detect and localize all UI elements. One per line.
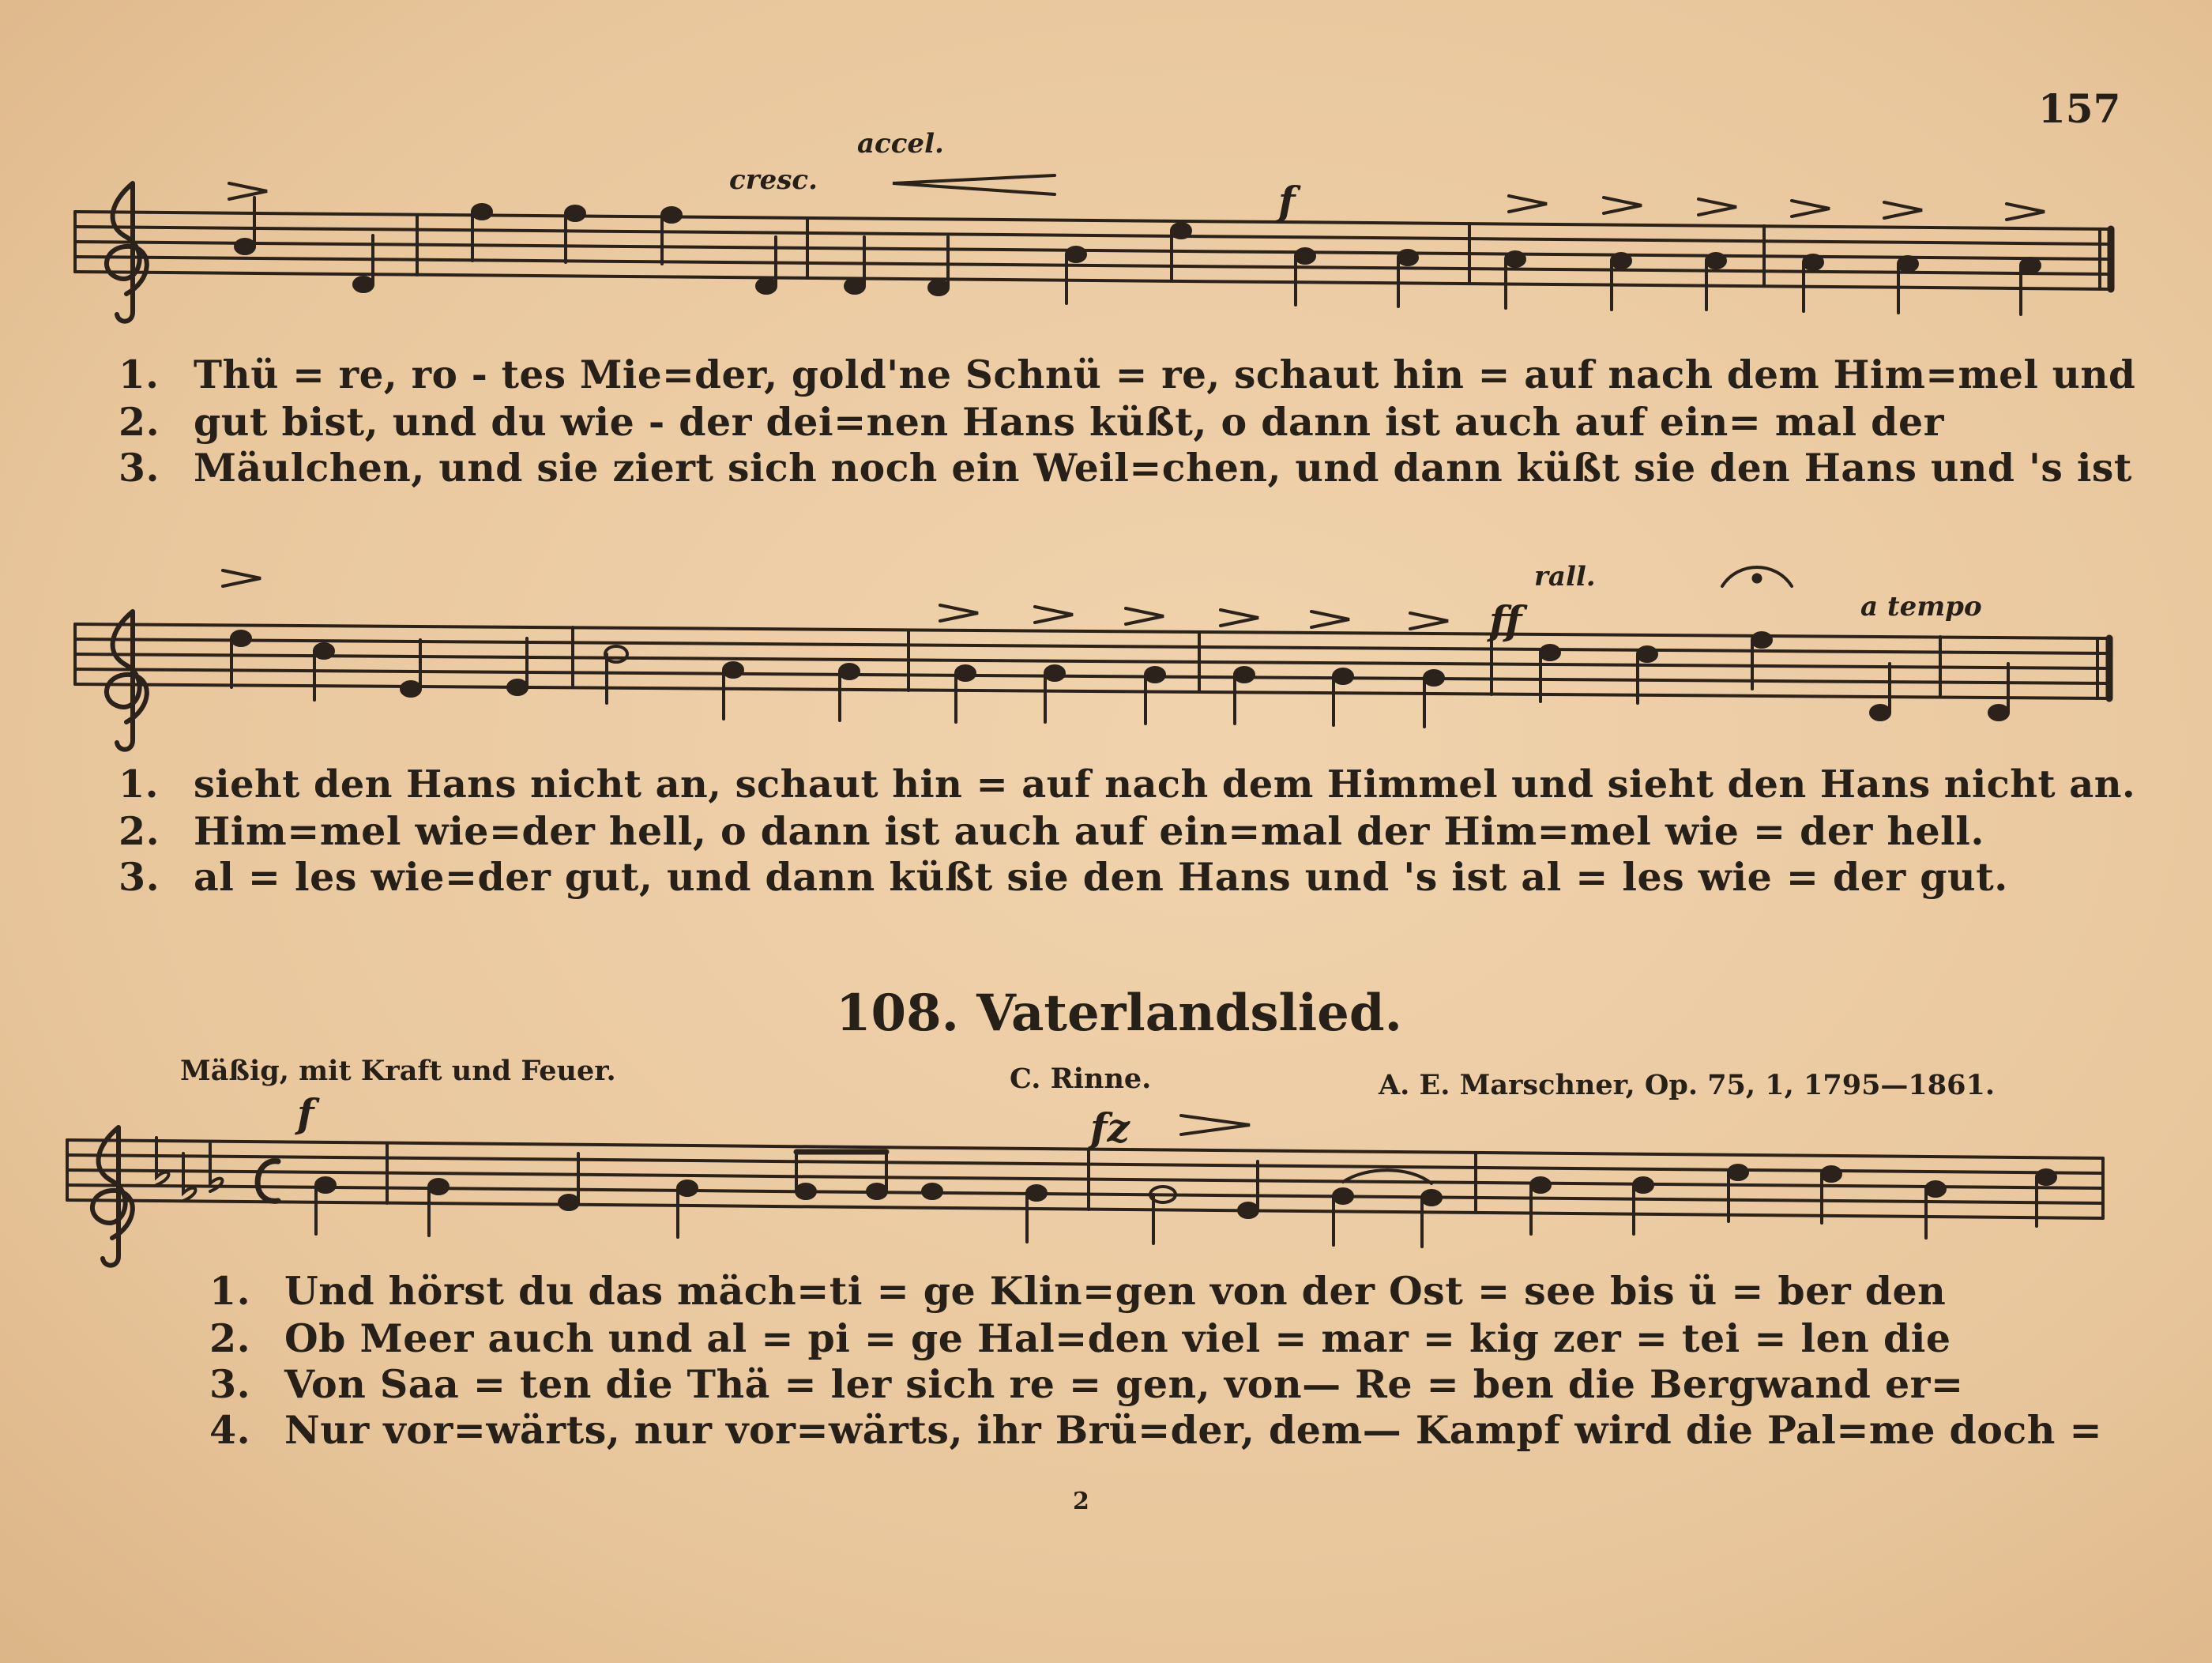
dynamic-f-marking: f <box>1278 178 1296 224</box>
treble-clef-1 <box>107 183 147 322</box>
verse-text: Mäulchen, und sie ziert sich noch ein Weil=chen, und dann küßt sie den Hans und 's ist <box>194 445 2132 491</box>
verse-line-4 <box>209 1407 2102 1453</box>
verse-number: 4. <box>209 1407 251 1453</box>
staff-system-1 <box>75 212 2111 289</box>
verse-number: 2. <box>118 399 160 445</box>
common-time-sign <box>258 1161 278 1202</box>
verse-text: gut bist, und du wie - der dei=nen Hans küßt, o dann ist auch auf ein= mal der <box>194 399 1944 445</box>
page-number: 157 <box>2038 85 2121 132</box>
composer-credit: A. E. Marschner, Op. 75, 1, 1795—1861. <box>1379 1069 1996 1101</box>
verse-text: Thü = re, ro - tes Mie=der, gold'ne Schnü = re, schaut hin = auf nach dem Him=mel und <box>194 353 2136 397</box>
verse-number: 1. <box>118 353 160 397</box>
accent-system-3 <box>1181 1116 1250 1134</box>
dynamic-fz-marking: fz <box>1090 1104 1130 1151</box>
verse-number: 3. <box>118 445 160 491</box>
verse-line-1 <box>118 762 2135 807</box>
verse-number: 1. <box>118 762 159 807</box>
lyricist-credit: C. Rinne. <box>1010 1063 1152 1095</box>
tempo-marking: Mäßig, mit Kraft und Feuer. <box>180 1055 616 1087</box>
footer-mark: 2 <box>1073 1488 1089 1515</box>
verse-number: 3. <box>118 854 160 900</box>
key-signature-flats <box>156 1138 222 1201</box>
verse-number: 3. <box>209 1361 251 1407</box>
verse-text: Von Saa = ten die Thä = ler sich re = gen, von— Re = ben die Bergwand er= <box>284 1361 1964 1407</box>
accents-system-1 <box>229 175 2045 220</box>
verse-number: 2. <box>209 1315 251 1361</box>
treble-clef-2 <box>107 611 147 750</box>
verse-line-2 <box>118 399 1944 445</box>
verse-number: 2. <box>118 808 160 854</box>
verse-line-1 <box>118 353 2135 397</box>
verse-number: 1. <box>209 1268 251 1314</box>
treble-clef-3 <box>92 1127 133 1266</box>
verse-line-2 <box>118 808 1984 854</box>
verse-line-2 <box>209 1315 1951 1361</box>
verse-text: Ob Meer auch und al = pi = ge Hal=den viel = mar = kig zer = tei = len die <box>284 1315 1951 1361</box>
verse-line-3 <box>209 1361 1964 1407</box>
verse-text: Und hörst du das mäch=ti = ge Klin=gen von der Ost = see bis ü = ber den <box>284 1268 1947 1314</box>
verse-line-3 <box>118 445 2132 491</box>
staff-system-2 <box>75 624 2109 698</box>
fermata-dot <box>1752 574 1762 583</box>
accel-marking: accel. <box>857 128 944 160</box>
cresc-marking: cresc. <box>729 164 818 196</box>
rall-marking: rall. <box>1534 561 1596 593</box>
song-title: 108. Vaterlandslied. <box>836 984 1402 1043</box>
a-tempo-marking: a tempo <box>1860 591 1982 623</box>
verse-text: Nur vor=wärts, nur vor=wärts, ihr Brü=der, dem— Kampf wird die Pal=me doch = <box>284 1407 2102 1453</box>
dynamic-ff-marking: ff <box>1489 597 1522 644</box>
verse-text: Him=mel wie=der hell, o dann ist auch auf ein=mal der Him=mel wie = der hell. <box>194 808 1984 854</box>
verse-text: sieht den Hans nicht an, schaut hin = auf nach dem Himmel und sieht den Hans nicht an. <box>194 762 2136 807</box>
verse-line-3 <box>118 854 2008 900</box>
verse-line-1 <box>209 1268 1946 1314</box>
dynamic-f-marking: f <box>297 1090 314 1137</box>
staff-system-3 <box>67 1140 2103 1218</box>
crescendo-hairpin <box>893 175 1055 194</box>
verse-text: al = les wie=der gut, und dann küßt sie den Hans und 's ist al = les wie = der gut. <box>194 854 2008 900</box>
